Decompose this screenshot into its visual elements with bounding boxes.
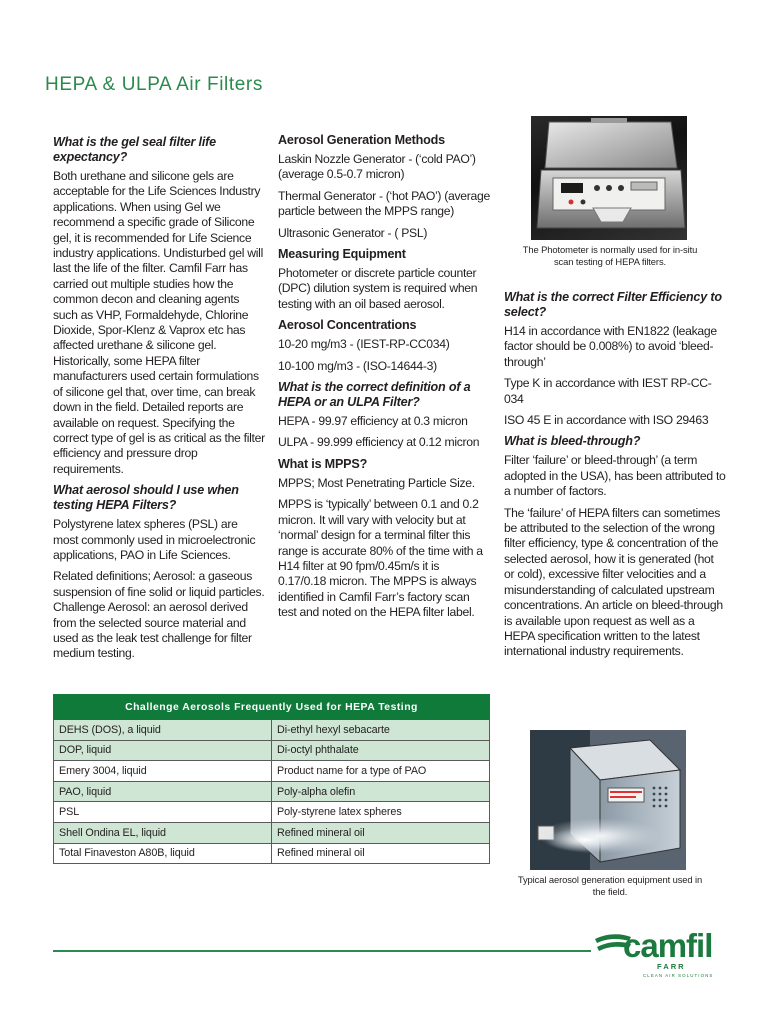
question-bleed-through: What is bleed-through?: [504, 434, 641, 449]
camfil-farr-logo: [593, 925, 718, 985]
table-cell-description: Refined mineral oil: [272, 822, 490, 843]
logo-tagline: CLEAN AIR SOLUTIONS: [643, 973, 714, 978]
column-middle: [278, 133, 490, 627]
heading-mpps: What is MPPS?: [278, 456, 368, 471]
table-row: [54, 720, 490, 741]
table-cell-description: Poly-styrene latex spheres: [272, 802, 490, 823]
challenge-aerosols-table: [53, 694, 490, 864]
table-cell-description: Product name for a type of PAO: [272, 761, 490, 782]
paragraph-ultrasonic: Ultrasonic Generator - ( PSL): [278, 225, 428, 240]
aerosol-generator-illustration: [530, 730, 686, 870]
logo-farr: FARR: [657, 962, 686, 971]
heading-aerosol-concentrations: Aerosol Concentrations: [278, 318, 417, 333]
paragraph-hepa: HEPA - 99.97 efficiency at 0.3 micron: [278, 414, 468, 429]
question-filter-efficiency: What is the correct Filter Efficiency to select?: [504, 290, 722, 319]
aerosol-generator-caption: Typical aerosol generation equipment used in the field.: [517, 874, 703, 897]
table-cell-aerosol: DEHS (DOS), a liquid: [54, 720, 272, 741]
photometer-illustration: [531, 116, 687, 240]
paragraph-photometer: Photometer or discrete particle counter (DPC) dilution system is required when testing with an oil based aerosol.: [278, 266, 478, 311]
table-cell-description: Di-ethyl hexyl sebacarte: [272, 720, 490, 741]
table-row: [54, 740, 490, 761]
table-cell-aerosol: Emery 3004, liquid: [54, 761, 272, 782]
table-cell-description: Di-octyl phthalate: [272, 740, 490, 761]
paragraph-iso: ISO 45 E in accordance with ISO 29463: [504, 413, 709, 428]
question-hepa-definition: What is the correct definition of a HEPA or an ULPA Filter?: [278, 380, 471, 410]
table-cell-aerosol: Shell Ondina EL, liquid: [54, 822, 272, 843]
table-row: [54, 761, 490, 782]
question-gel-seal: What is the gel seal filter life expectancy?: [53, 135, 216, 164]
paragraph-psl: Polystyrene latex spheres (PSL) are most commonly used in microelectronic applications, PAO in Life Sciences.: [53, 517, 256, 562]
paragraph-thermal: Thermal Generator - (‘hot PAO’) (average particle between the MPPS range): [278, 188, 490, 219]
table-cell-aerosol: PAO, liquid: [54, 781, 272, 802]
photometer-photo: [531, 116, 687, 240]
page-title: HEPA & ULPA Air Filters: [45, 74, 263, 95]
table-cell-aerosol: PSL: [54, 802, 272, 823]
table-cell-description: Poly-alpha olefin: [272, 781, 490, 802]
paragraph-bleed-2: The ‘failure’ of HEPA filters can sometimes be attributed to the selection of the wrong filter efficiency, type & concentration of the selected aerosol, how it is generated (hot or cold), excessive filter velocities and a misunderstanding of calculated upstream concentrations. An article on bleed-through is available upon request as well as a HEPA specification written to the latest international industry requirements.: [504, 505, 723, 659]
table-cell-aerosol: DOP, liquid: [54, 740, 272, 761]
photometer-caption: The Photometer is normally used for in-situ scan testing of HEPA filters.: [522, 244, 698, 267]
table-cell-aerosol: Total Finaveston A80B, liquid: [54, 843, 272, 864]
paragraph-h14: H14 in accordance with EN1822 (leakage factor should be 0.008%) to avoid ‘bleed-through’: [504, 324, 717, 369]
paragraph-definitions: Related definitions; Aerosol: a gaseous suspension of fine solid or liquid particles. Challenge Aerosol: an aerosol derived from the selected source material and used as the leak test challenge for filter medium testing.: [53, 569, 265, 661]
paragraph-laskin: Laskin Nozzle Generator - (‘cold PAO’) (average 0.5-0.7 micron): [278, 152, 476, 182]
table-row: [54, 781, 490, 802]
footer-divider: [53, 950, 591, 952]
aerosol-generator-photo: [530, 730, 686, 870]
paragraph-mpps-def: MPPS; Most Penetrating Particle Size.: [278, 475, 475, 490]
column-left: [53, 133, 265, 668]
paragraph-mpps-detail: MPPS is ‘typically’ between 0.1 and 0.2 micron. It will vary with velocity but at ‘normal’ design for a terminal filter this range is accurate 80% of the time with a H14 filter at 90 fpm/0.45m/s it is 0.17/0.18 micron. The MPPS is always identified in Camfil Farr’s factory scan test and noted on the HEPA filter label.: [278, 497, 483, 620]
paragraph-ulpa: ULPA - 99.999 efficiency at 0.12 micron: [278, 435, 480, 450]
column-right: [504, 290, 726, 666]
paragraph-gel-seal: Both urethane and silicone gels are acceptable for the Life Sciences Industry applications. When using Gel we recommend a specific grade of Silicone gel, it is recommended for Life Science industry applications. Undisturbed gel will last the life of the filter. Camfil Farr has carried out multiple studies how the common decon and cleaning agents such as VHP, Formaldehyde, Chlorine Dioxide, Spor-Klenz & Vaprox etc has affected urethane & silicone gel. Historically, some HEPA filter manufacturers used certain formulations of silicone gel that, over time, can break down in the field. Detailed reports are available on request. Specifying the correct type of gel is as critical as the filter efficiency and pressure drop requirements.: [53, 169, 265, 476]
table-row: [54, 822, 490, 843]
heading-aerosol-generation: Aerosol Generation Methods: [278, 133, 445, 147]
paragraph-concentration-2: 10-100 mg/m3 - (ISO-14644-3): [278, 358, 437, 373]
table-row: [54, 802, 490, 823]
heading-measuring-equipment: Measuring Equipment: [278, 247, 406, 262]
paragraph-bleed-1: Filter ‘failure’ or bleed-through’ (a term adopted in the USA), has been attributed to a number of factors.: [504, 453, 726, 499]
paragraph-concentration-1: 10-20 mg/m3 - (IEST-RP-CC034): [278, 337, 450, 352]
paragraph-type-k: Type K in accordance with IEST RP-CC-034: [504, 376, 712, 406]
table-row: [54, 843, 490, 864]
table-header: Challenge Aerosols Frequently Used for HEPA Testing: [54, 695, 490, 720]
logo-wordmark: camfil: [623, 927, 713, 964]
question-aerosol-testing: What aerosol should I use when testing HEPA Filters?: [53, 483, 239, 513]
table-cell-description: Refined mineral oil: [272, 843, 490, 864]
